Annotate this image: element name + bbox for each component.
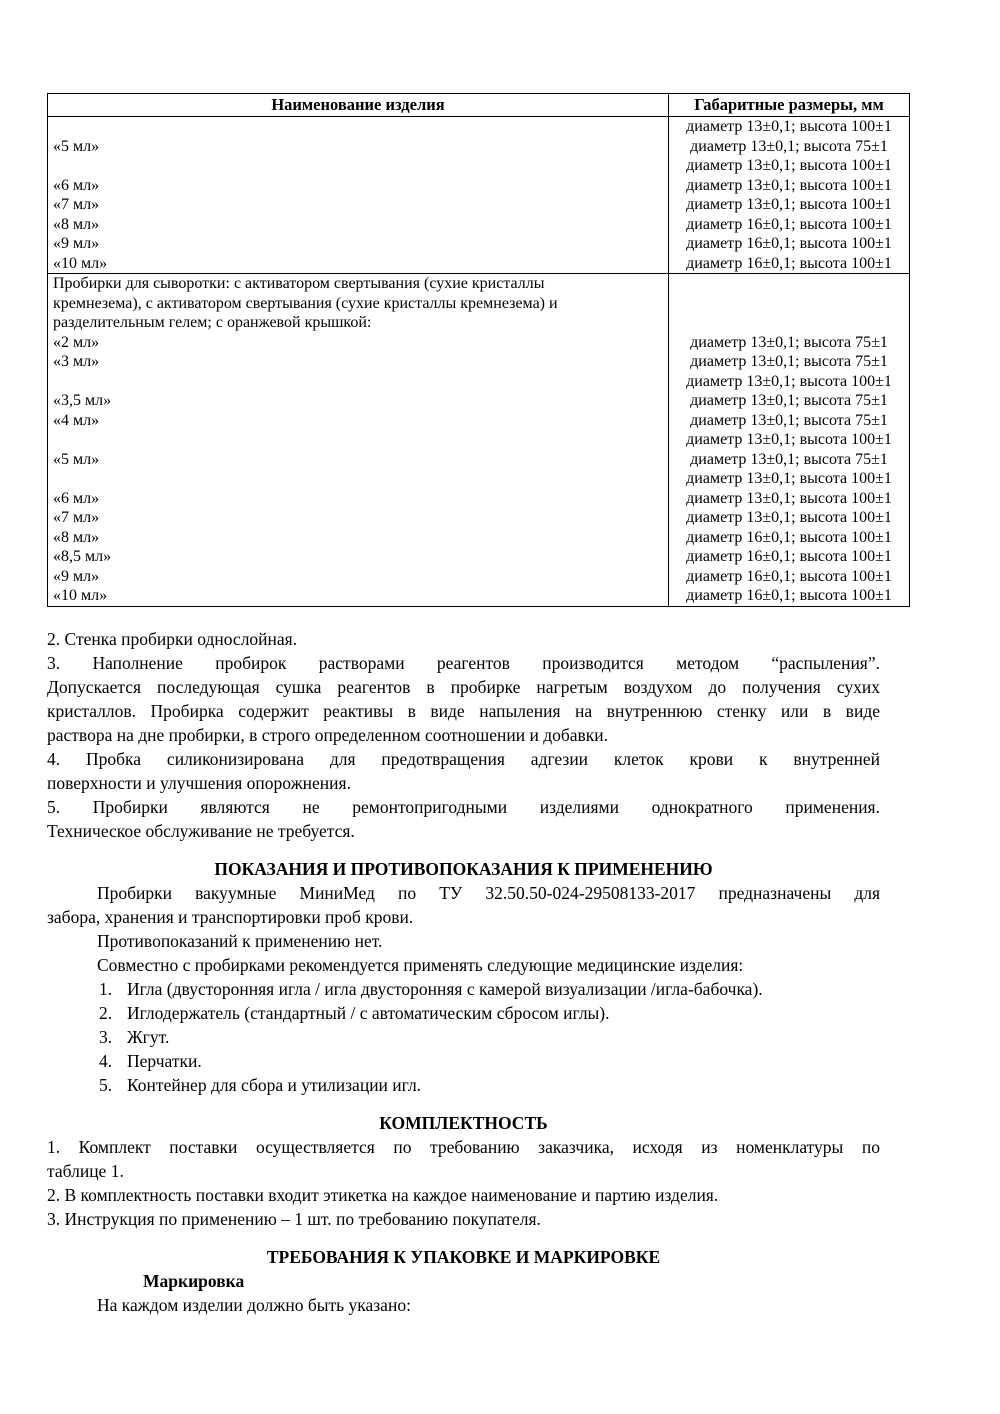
list-item xyxy=(47,1073,880,1097)
dimension-line: диаметр 16±0,1; высота 100±1 xyxy=(686,548,892,565)
dimension-line: диаметр 13±0,1; высота 100±1 xyxy=(686,489,892,507)
product-name-line: «7 мл» xyxy=(53,196,100,213)
completeness-clause-3 xyxy=(47,1207,880,1231)
marking-intro-paragraph xyxy=(47,1293,880,1317)
section2-dimensions-cell xyxy=(669,274,910,607)
text-line: 1. Комплект поставки осуществляется по требованию заказчика, исходя из номенклатуры по xyxy=(47,1137,880,1157)
dimension-line xyxy=(669,313,909,333)
clause-2-wall xyxy=(47,627,880,651)
product-name-line: «5 мл» xyxy=(53,450,100,468)
dimension-line: диаметр 13±0,1; высота 75±1 xyxy=(690,411,888,429)
completeness-clause-2 xyxy=(47,1183,880,1207)
list-item xyxy=(47,1025,880,1049)
dimension-line: диаметр 16±0,1; высота 100±1 xyxy=(686,567,892,585)
product-name-line: «3,5 мл» xyxy=(53,392,112,409)
text-line: 3. Наполнение пробирок растворами реагентов производится методом “распыления”. xyxy=(47,653,880,673)
dimension-line: диаметр 16±0,1; высота 100±1 xyxy=(686,528,892,546)
text-line: На каждом изделии должно быть указано: xyxy=(97,1295,411,1315)
list-item-text: Перчатки. xyxy=(127,1051,202,1071)
dimension-line: диаметр 13±0,1; высота 75±1 xyxy=(690,392,888,409)
list-item xyxy=(47,977,880,1001)
product-name-line xyxy=(48,430,668,450)
dimension-line: диаметр 13±0,1; высота 100±1 xyxy=(686,196,892,213)
text-line: 2. В комплектность поставки входит этикетка на каждое наименование и партию изделия. xyxy=(47,1185,719,1205)
text-line: Совместно с пробирками рекомендуется применять следующие медицинские изделия: xyxy=(97,955,744,975)
section-heading-packaging-marking: ТРЕБОВАНИЯ К УПАКОВКЕ И МАРКИРОВКЕ xyxy=(266,1247,661,1267)
serum-tubes-description-line: Пробирки для сыворотки: с активатором свертывания (сухие кристаллы xyxy=(53,275,545,292)
dimension-line xyxy=(669,294,909,314)
product-name-line: «8 мл» xyxy=(53,528,100,546)
text-line: таблице 1. xyxy=(47,1161,124,1181)
serum-tubes-description-line: кремнезема), с активатором свертывания (сухие кристаллы кремнезема) и xyxy=(53,294,558,312)
completeness-clause-1 xyxy=(47,1135,880,1183)
dimension-line: диаметр 16±0,1; высота 100±1 xyxy=(686,254,892,272)
product-name-line: «8 мл» xyxy=(53,215,100,233)
text-line: Противопоказаний к применению нет. xyxy=(97,931,383,951)
product-name-line: «9 мл» xyxy=(53,235,100,252)
dimension-line: диаметр 13±0,1; высота 100±1 xyxy=(686,470,892,487)
list-item-number: 3. xyxy=(99,1027,113,1047)
text-line: 5. Пробирки являются не ремонтопригодными изделиями однократного применения. xyxy=(47,797,880,817)
product-name-line: «4 мл» xyxy=(53,411,100,429)
list-item-text: Жгут. xyxy=(127,1027,170,1047)
text-line: Техническое обслуживание не требуется. xyxy=(47,821,355,841)
product-name-line xyxy=(48,372,668,392)
section1-dimensions-cell xyxy=(669,117,910,274)
table-header-row xyxy=(48,94,910,117)
dimension-line: диаметр 13±0,1; высота 75±1 xyxy=(690,333,888,351)
section-heading-indications: ПОКАЗАНИЯ И ПРОТИВОПОКАЗАНИЯ К ПРИМЕНЕНИЮ xyxy=(214,859,713,879)
product-name-line: «10 мл» xyxy=(53,587,108,604)
product-name-line: «9 мл» xyxy=(53,567,100,585)
list-item-text: Контейнер для сбора и утилизации игл. xyxy=(127,1075,422,1095)
list-item-text: Игла (двусторонняя игла / игла двусторонняя с камерой визуализации /игла-бабочка). xyxy=(127,979,763,999)
product-name-line: «3 мл» xyxy=(53,353,100,370)
product-name-line: «5 мл» xyxy=(53,137,100,155)
table-section-1-row xyxy=(48,117,910,274)
dimension-line: диаметр 16±0,1; высота 100±1 xyxy=(686,215,892,233)
product-name-line: «6 мл» xyxy=(53,176,100,194)
list-item-number: 1. xyxy=(99,979,113,999)
dimension-line: диаметр 13±0,1; высота 100±1 xyxy=(686,431,892,448)
text-line: 4. Пробка силиконизирована для предотвращения адгезии клеток крови к внутренней xyxy=(47,749,880,769)
dimension-line: диаметр 13±0,1; высота 100±1 xyxy=(686,157,892,174)
dimension-line xyxy=(669,274,909,294)
product-spec-table xyxy=(47,93,910,607)
text-line: забора, хранения и транспортировки проб крови. xyxy=(47,907,414,927)
table-section-2-row xyxy=(48,274,910,607)
list-item-text: Иглодержатель (стандартный / с автоматическим сбросом иглы). xyxy=(127,1003,610,1023)
clause-4-stopper xyxy=(47,747,880,795)
clause-3-filling xyxy=(47,651,880,747)
dimension-line: диаметр 13±0,1; высота 100±1 xyxy=(686,176,892,194)
text-line: поверхности и улучшения опорожнения. xyxy=(47,773,351,793)
text-line: 2. Стенка пробирки однослойная. xyxy=(47,629,298,649)
table-header-dimensions: Габаритные размеры, мм xyxy=(669,94,910,117)
product-name-line: «10 мл» xyxy=(53,254,108,272)
list-item xyxy=(47,1001,880,1025)
section1-product-names-cell xyxy=(48,117,669,274)
text-line: Пробирки вакуумные МиниМед по ТУ 32.50.50-024-29508133-2017 предназначены для xyxy=(97,883,880,903)
dimension-line: диаметр 13±0,1; высота 75±1 xyxy=(690,450,888,468)
dimension-line: диаметр 13±0,1; высота 100±1 xyxy=(686,118,892,135)
document-body xyxy=(47,627,880,1317)
text-line: 3. Инструкция по применению – 1 шт. по требованию покупателя. xyxy=(47,1209,541,1229)
section-heading-completeness: КОМПЛЕКТНОСТЬ xyxy=(379,1113,548,1133)
dimension-line: диаметр 16±0,1; высота 100±1 xyxy=(686,235,892,252)
table-header-product-name: Наименование изделия xyxy=(48,94,669,117)
indications-recommended-intro xyxy=(47,953,880,977)
list-item-number: 4. xyxy=(99,1051,113,1071)
serum-tubes-description-line: разделительным гелем; с оранжевой крышкой: xyxy=(53,314,372,331)
product-name-line: «7 мл» xyxy=(53,509,100,526)
clause-5-single-use xyxy=(47,795,880,843)
text-line: кристаллов. Пробирка содержит реактивы в виде напыления на внутреннюю стенку или в виде xyxy=(47,701,880,721)
dimension-line: диаметр 13±0,1; высота 75±1 xyxy=(690,137,888,155)
list-item-number: 2. xyxy=(99,1003,113,1023)
dimension-line: диаметр 16±0,1; высота 100±1 xyxy=(686,587,892,604)
list-item xyxy=(47,1049,880,1073)
product-name-line xyxy=(48,156,668,176)
product-name-line: «2 мл» xyxy=(53,333,100,351)
recommended-devices-list xyxy=(47,977,880,1097)
dimension-line: диаметр 13±0,1; высота 100±1 xyxy=(686,509,892,526)
product-name-line xyxy=(48,469,668,489)
product-name-line xyxy=(48,117,668,137)
text-line: Допускается последующая сушка реагентов в пробирке нагретым воздухом до получения сухих xyxy=(47,677,880,697)
section2-product-names-cell xyxy=(48,274,669,607)
subheading-marking: Маркировка xyxy=(143,1271,245,1291)
product-name-line: «6 мл» xyxy=(53,489,100,507)
dimension-line: диаметр 13±0,1; высота 75±1 xyxy=(690,353,888,370)
product-name-line: «8,5 мл» xyxy=(53,548,112,565)
indications-no-contraindications xyxy=(47,929,880,953)
dimension-line: диаметр 13±0,1; высота 100±1 xyxy=(686,372,892,390)
text-line: раствора на дне пробирки, в строго определенном соотношении и добавки. xyxy=(47,725,609,745)
indications-purpose-paragraph xyxy=(47,881,880,929)
list-item-number: 5. xyxy=(99,1075,113,1095)
